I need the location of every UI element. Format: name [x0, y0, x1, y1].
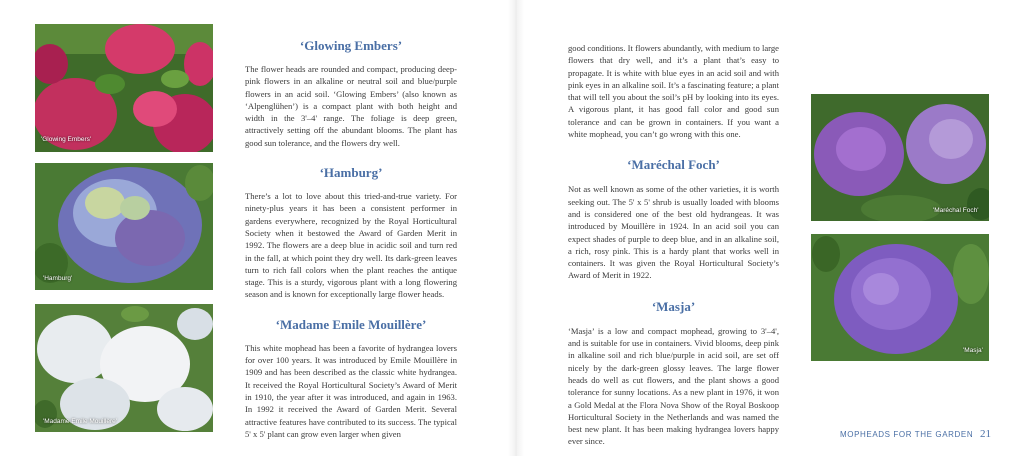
heading-hamburg: ‘Hamburg’ — [319, 165, 383, 181]
body-marechal-foch: Not as well known as some of the other varieties, it is worth seeking out. The 5' x 5' shrub is usually loaded with blooms and is considered one of the best old hydrangeas. It was introduced by Mouillère in 1924. In an acid soil you can expect shades of purple to deep blue, and in an alkaline soil, a rich, rosy pink. This is a hardy plant that works well in containers. It was given the Royal Horticultural Society’s Award of Merit in 1922. — [568, 184, 779, 281]
book-gutter — [508, 0, 524, 456]
heading-glowing-embers: ‘Glowing Embers’ — [299, 38, 403, 53]
photo-madame-emile-mouillere — [35, 304, 213, 432]
body-glowing-embers: The flower heads are rounded and compact, producing deep-pink flowers in an alkaline or neutral soil and blue/purple flowers in an acid soil. ‘Glowing Embers’ (also known as ‘Alpenglühen’) is a compact plant with both height and width in the 3'–4' range. The foliage is deep green, attractively setting off the abundant blooms. The plant has good sun tolerance, and the flowers dry well. — [245, 64, 457, 148]
body-hamburg: There’s a lot to love about this tried-and-true variety. For ninety-plus years it has been a consistent performer in gardens everywhere, recognized by the Royal Horticultural Society when it bestowed the Award of Garden Merit in 1992. The flowers are a deep blue in acidic soil and turn red in the fall, at which point they dry well. Its dark-green leaves turn to rich fall colors when the plant reaches the antique stage. This is a sturdy, vigorous plant with a long flowering season and is known for exceptionally large flower heads. — [245, 191, 457, 300]
heading-marechal-foch: ‘Maréchal Foch’ — [627, 157, 720, 173]
right-text-column — [568, 42, 779, 448]
heading-masja: ‘Masja’ — [651, 298, 696, 314]
page-number: 21 — [980, 428, 991, 440]
white-hydrangea-photo-icon — [35, 304, 213, 432]
violet-hydrangea-photo-icon — [811, 234, 989, 361]
photo-glowing-embers — [35, 24, 213, 152]
continuation-madame-emile-mouillere: good conditions. It flowers abundantly, with medium to large flowers that dry well, and it’s a plant that’s easy to propagate. It is white with blue eyes in an acid soil and with pink eyes in an alkaline soil. It’s a fascinating feature; a plant that will tell you about the soil’s pH by looking into its eyes. A vigorous plant, it has good fall color and good sun tolerance and can be grown in containers. If you want a white mophead, you can’t go wrong with this one. — [568, 43, 779, 140]
running-footer-title: MOPHEADS FOR THE GARDEN — [840, 430, 974, 439]
photo-hamburg — [35, 163, 213, 290]
heading-madame-emile-mouillere: ‘Madame Emile Mouillère’ — [275, 316, 427, 332]
purple-hydrangea-photo-icon — [811, 94, 989, 221]
caption-hamburg: 'Hamburg' — [43, 275, 73, 282]
photo-masja — [811, 234, 989, 361]
blue-hydrangea-photo-icon — [35, 163, 213, 290]
caption-masja: 'Masja' — [963, 347, 983, 354]
left-text-column — [245, 38, 457, 440]
body-masja: ‘Masja’ is a low and compact mophead, growing to 3'–4', and is suitable for use in containers. Vivid blooms, deep pink in alkaline soil and rich blue/purple in acid soil, are set off nicely by the dark-green glossy leaves. The large flower heads do well as cut flowers, and the plant shows a good tolerance for sunny locations. As a new plant in 1976, it won a Gold Medal at the Flora Nova Show of the Royal Boskoop Horticultural Society in the Netherlands and was named the best new plant. It has been making hydrangea lovers happy ever since. — [568, 325, 779, 447]
pink-hydrangea-photo-icon — [35, 24, 213, 152]
caption-madame-emile-mouillere: 'Madame Emile Mouillère' — [43, 418, 118, 425]
body-madame-emile-mouillere: This white mophead has been a favorite of hydrangea lovers for over 100 years. It was introduced by Emile Mouillère in 1909 and has been described as the classic white hydrangea. It received the Royal Horticultural Society’s Award of Merit in 1910, the year after it was introduced, and again in 1963. In 1992 it received the Award of Garden Merit. Several attractive features have contributed to its success. The typical 5' x 5' plant can grow even larger when given — [245, 342, 457, 439]
photo-marechal-foch — [811, 94, 989, 221]
caption-marechal-foch: 'Maréchal Foch' — [933, 207, 979, 214]
caption-glowing-embers: 'Glowing Embers' — [41, 136, 92, 143]
